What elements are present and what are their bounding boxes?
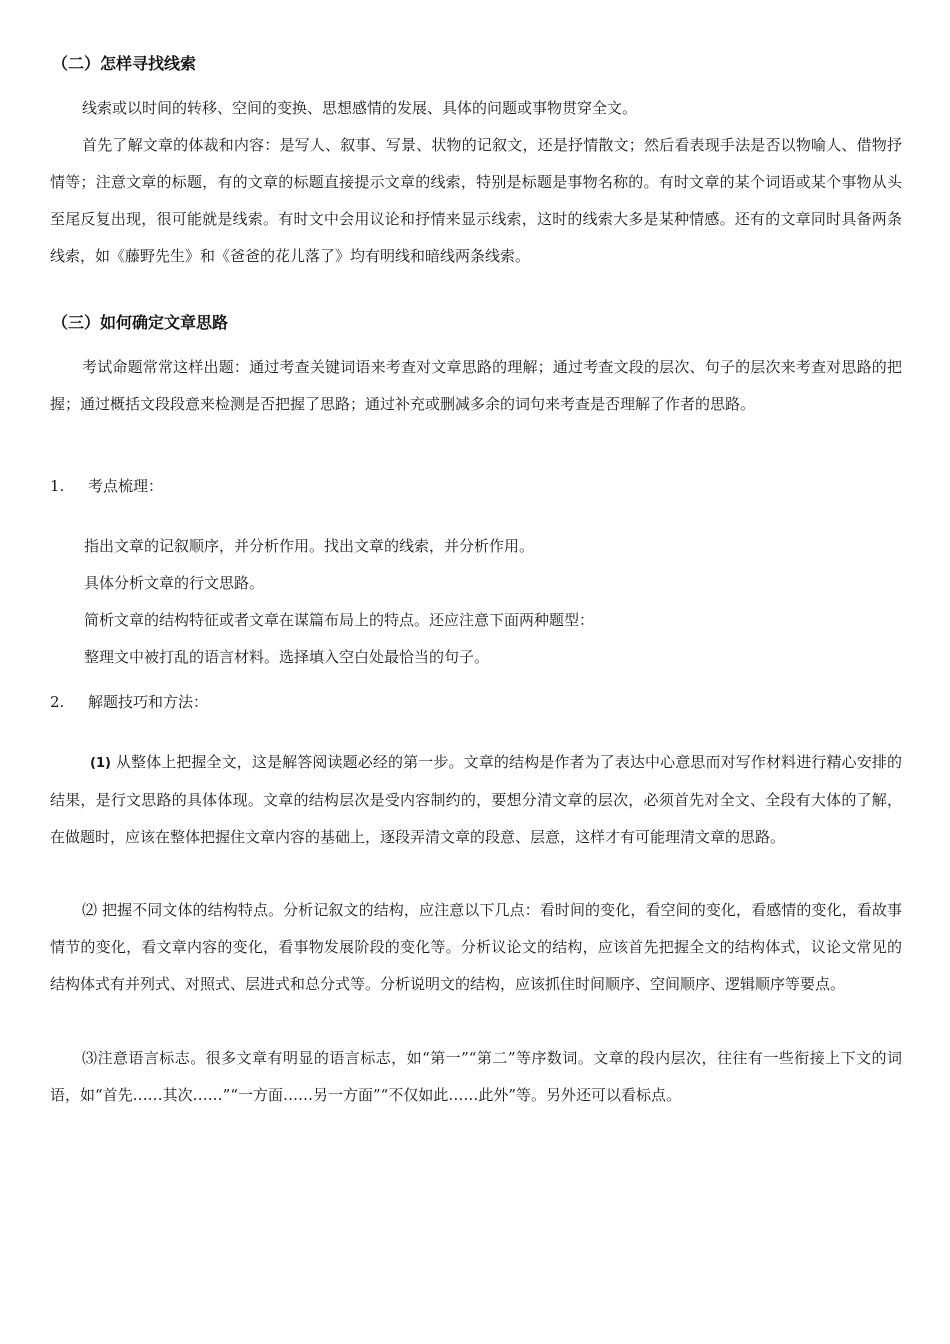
method-text: 从整体上把握全文，这是解答阅读题必经的第一步。文章的结构是作者为了表达中心意思而对写作材料进行精心安排的结果，是行文思路的具体体现。文章的结构层次是受内容制约的，要想分清文章的层次，必须首先对全文、全段有大体的了解，在做题时，应该在整体把握住文章内容的基础上，逐段弄清文章的段意、层意，这样才有可能理清文章的思路。	[50, 753, 902, 846]
section-heading-article-structure: （三）如何确定文章思路	[52, 313, 229, 332]
list-line: 具体分析文章的行文思路。	[84, 574, 265, 592]
item-number: 2.	[50, 693, 65, 711]
paragraph-method-3	[50, 1040, 902, 1114]
numbered-item-2	[50, 692, 208, 712]
paragraph-exam-intro: 考试命题常常这样出题：通过考查关键词语来考查对文章思路的理解；通过考查文段的层次、句子的层次来考查对思路的把握；通过概括文段段意来检测是否把握了思路；通过补充或删减多余的词句来考查是否理解了作者的思路。	[50, 358, 902, 413]
paragraph-clue-definition: 线索或以时间的转移、空间的变换、思想感情的发展、具体的问题或事物贯穿全文。	[82, 99, 638, 117]
section-heading-find-clues: （二）怎样寻找线索	[52, 54, 197, 73]
method-marker: (1)	[90, 756, 111, 771]
item-number: 1.	[50, 477, 65, 495]
list-line: 指出文章的记叙顺序，并分析作用。找出文章的线索，并分析作用。	[84, 537, 535, 555]
item-label: 考点梳理：	[88, 477, 164, 495]
method-text: 注意语言标志。很多文章有明显的语言标志，如“第一”“第二”等序数词。文章的段内层次，往往有一些衔接上下文的词语，如“首先……其次……”“一方面……另一方面”“不仅如此……此外”等。另外还可以看标点。	[50, 1049, 902, 1104]
paragraph-method-1	[50, 744, 902, 856]
method-marker: ⑵	[82, 901, 98, 919]
method-text: 把握不同文体的结构特点。分析记叙文的结构，应注意以下几点：看时间的变化，看空间的变化，看感情的变化，看故事情节的变化，看文章内容的变化，看事物发展阶段的变化等。分析议论文的结构，应该首先把握全文的结构体式，议论文常见的结构体式有并列式、对照式、层进式和总分式等。分析说明文的结构，应该抓住时间顺序、空间顺序、逻辑顺序等要点。	[50, 901, 902, 993]
list-line: 整理文中被打乱的语言材料。选择填入空白处最恰当的句子。	[84, 648, 490, 666]
paragraph-clue-methods: 首先了解文章的体裁和内容：是写人、叙事、写景、状物的记叙文，还是抒情散文；然后看表现手法是否以物喻人、借物抒情等；注意文章的标题，有的文章的标题直接提示文章的线索，特别是标题是事物名称的。有时文章的某个词语或某个事物从头至尾反复出现，很可能就是线索。有时文中会用议论和抒情来显示线索，这时的线索大多是某种情感。还有的文章同时具备两条线索，如《藤野先生》和《爸爸的花儿落了》均有明线和暗线两条线索。	[50, 136, 902, 265]
numbered-item-1	[50, 476, 163, 496]
method-marker: ⑶	[82, 1049, 98, 1067]
list-line: 简析文章的结构特征或者文章在谋篇布局上的特点。还应注意下面两种题型：	[84, 611, 595, 629]
paragraph-method-2	[50, 892, 902, 1003]
item-label: 解题技巧和方法：	[88, 693, 209, 711]
